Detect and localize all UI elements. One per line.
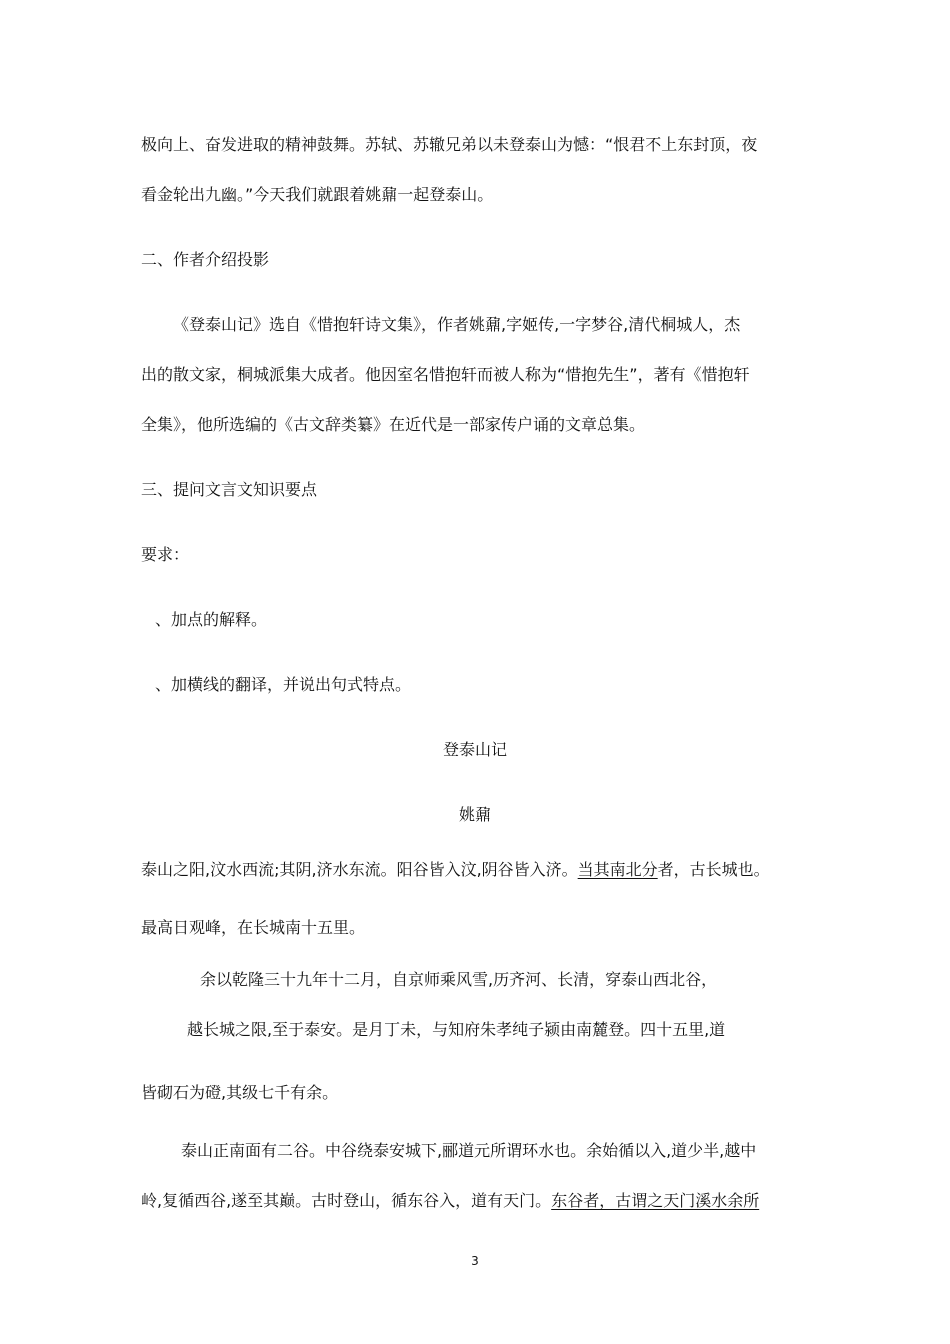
classic-text-line-5: 皆砌石为磴,其级七千有余。 bbox=[141, 1083, 339, 1102]
classic-text-line-7 bbox=[141, 1191, 950, 1211]
author-intro-line-1: 《登泰山记》选自《惜抱轩诗文集》，作者姚鼐,字姬传,一字梦谷,清代桐城人，杰 bbox=[173, 315, 741, 334]
classic-text-line-1-start: 泰山之阳,汶水西流;其阴,济水东流。阳谷皆入汶,阴谷皆入济。 bbox=[141, 860, 578, 879]
author-intro-line-2: 出的散文家，桐城派集大成者。他因室名惜抱轩而被人称为“惜抱先生”，著有《惜抱轩 bbox=[141, 365, 750, 384]
intro-line-1: 极向上、奋发进取的精神鼓舞。苏轼、苏辙兄弟以未登泰山为憾：“恨君不上东封顶，夜 bbox=[141, 135, 758, 154]
requirement-item-1: 、加点的解释。 bbox=[155, 610, 268, 629]
classic-text-line-7-start: 岭,复循西谷,遂至其巅。古时登山，循东谷入，道有天门。 bbox=[141, 1191, 552, 1210]
classic-text-line-3: 余以乾隆三十九年十二月，自京师乘风雪,历齐河、长清，穿泰山西北谷， bbox=[200, 970, 718, 989]
classic-text-line-2: 最高日观峰，在长城南十五里。 bbox=[141, 918, 366, 937]
page-number: 3 bbox=[471, 1254, 479, 1268]
underlined-phrase-1: 当其南北分 bbox=[577, 860, 658, 879]
text-author: 姚鼐 bbox=[458, 805, 491, 824]
requirement-item-2: 、加横线的翻译，并说出句式特点。 bbox=[155, 675, 412, 694]
requirement-label: 要求： bbox=[141, 545, 190, 564]
intro-line-2: 看金轮出九幽。”今天我们就跟着姚鼐一起登泰山。 bbox=[141, 185, 494, 204]
author-intro-line-3: 全集》，他所选编的《古文辞类纂》在近代是一部家传户诵的文章总集。 bbox=[141, 415, 646, 434]
section-3-heading: 三、提问文言文知识要点 bbox=[141, 480, 318, 499]
text-title: 登泰山记 bbox=[442, 740, 507, 759]
underlined-phrase-2: 东谷者，古谓之天门溪水余所 bbox=[551, 1191, 760, 1210]
classic-text-line-6: 泰山正南面有二谷。中谷绕泰安城下,郦道元所谓环水也。余始循以入,道少半,越中 bbox=[181, 1141, 757, 1160]
classic-text-line-4: 越长城之限,至于泰安。是月丁未，与知府朱孝纯子颍由南麓登。四十五里,道 bbox=[187, 1020, 726, 1039]
classic-text-line-1 bbox=[141, 860, 950, 880]
section-2-heading: 二、作者介绍投影 bbox=[141, 250, 270, 269]
classic-text-line-1-end: 者，古长城也。 bbox=[657, 860, 770, 879]
